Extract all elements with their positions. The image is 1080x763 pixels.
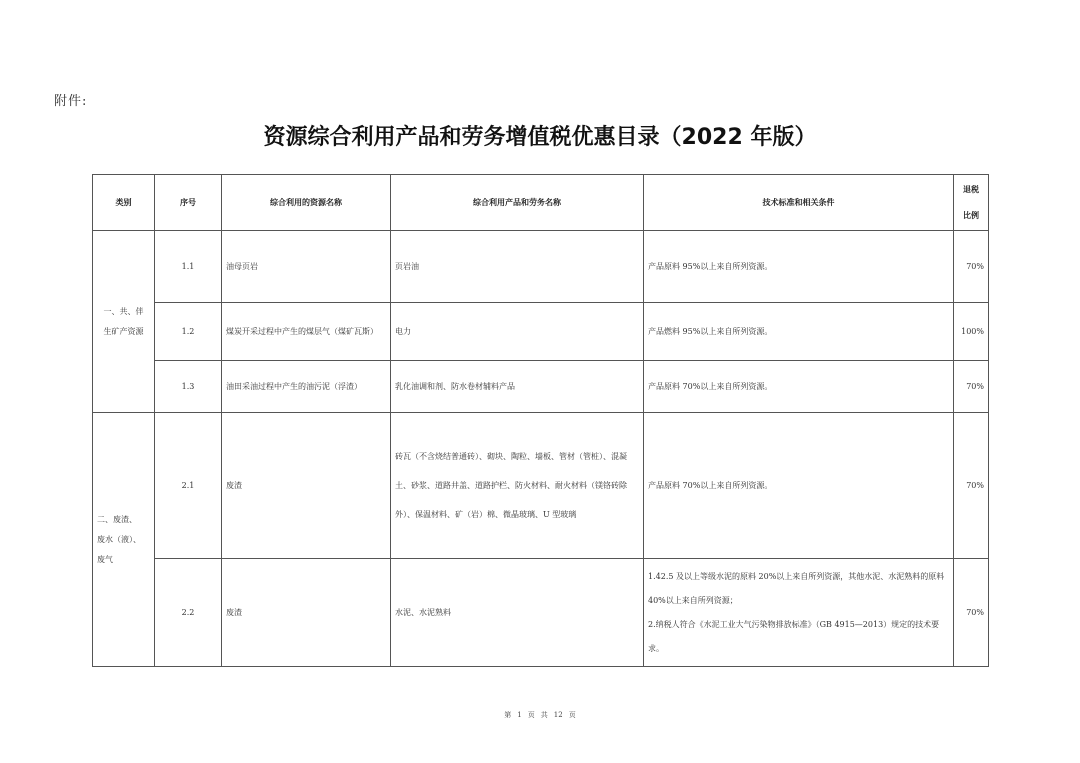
footer-total: 12	[553, 711, 563, 719]
seq-cell: 1.3	[155, 361, 222, 413]
table-row	[93, 303, 989, 361]
category-line: 二、废渣、	[97, 514, 137, 524]
standard-cell: 产品原料 70%以上来自所列资源。	[644, 361, 954, 413]
resource-cell: 油田采油过程中产生的油污泥（浮渣）	[222, 361, 391, 413]
category-line: 废气	[97, 554, 113, 564]
header-refund-line2: 比例	[963, 210, 979, 220]
refund-cell: 70%	[954, 231, 989, 303]
footer-page: 1	[517, 711, 522, 719]
resource-cell: 煤炭开采过程中产生的煤层气（煤矿瓦斯）	[222, 303, 391, 361]
standard-line: 1.42.5 及以上等级水泥的原料 20%以上来自所列资源，其他水泥、水泥熟料的原料 40%以上来自所列资源；	[648, 571, 945, 605]
standard-cell: 产品燃料 95%以上来自所列资源。	[644, 303, 954, 361]
product-cell: 页岩油	[391, 231, 644, 303]
footer-total-prefix: 共	[540, 711, 548, 719]
table-row	[93, 361, 989, 413]
table-row	[93, 413, 989, 559]
table-row	[93, 231, 989, 303]
product-cell: 砖瓦（不含烧结普通砖）、砌块、陶粒、墙板、管材（管桩）、混凝土、砂浆、道路井盖、道路护栏、防火材料、耐火材料（镁铬砖除外）、保温材料、矿（岩）棉、微晶玻璃、U 型玻璃	[391, 413, 644, 559]
product-cell: 水泥、水泥熟料	[391, 559, 644, 667]
standard-cell: 产品原料 95%以上来自所列资源。	[644, 231, 954, 303]
seq-cell: 1.2	[155, 303, 222, 361]
header-product: 综合利用产品和劳务名称	[391, 175, 644, 231]
refund-cell: 70%	[954, 361, 989, 413]
category-line: 废水（液）、	[97, 534, 141, 544]
standard-line: 2.纳税人符合《水泥工业大气污染物排放标准》（GB 4915—2013）规定的技术要求。	[648, 619, 940, 653]
seq-cell: 1.1	[155, 231, 222, 303]
header-refund	[954, 175, 989, 231]
category-line: 一、共、伴	[103, 306, 144, 316]
product-cell: 电力	[391, 303, 644, 361]
seq-cell: 2.1	[155, 413, 222, 559]
standard-cell: 产品原料 70%以上来自所列资源。	[644, 413, 954, 559]
resource-cell: 废渣	[222, 413, 391, 559]
resource-cell: 油母页岩	[222, 231, 391, 303]
header-standard: 技术标准和相关条件	[644, 175, 954, 231]
category-line: 生矿产资源	[103, 326, 144, 336]
category-cell	[93, 413, 155, 667]
header-resource: 综合利用的资源名称	[222, 175, 391, 231]
footer-page-unit: 页	[527, 711, 535, 719]
header-seq: 序号	[155, 175, 222, 231]
refund-cell: 100%	[954, 303, 989, 361]
footer-total-unit: 页	[568, 711, 576, 719]
header-refund-line1: 退税	[963, 184, 979, 194]
product-cell: 乳化油调和剂、防水卷材辅料产品	[391, 361, 644, 413]
refund-cell: 70%	[954, 413, 989, 559]
header-category: 类别	[93, 175, 155, 231]
table-row	[93, 559, 989, 667]
standard-cell	[644, 559, 954, 667]
page-footer	[0, 710, 1080, 720]
footer-prefix: 第	[504, 711, 512, 719]
refund-cell: 70%	[954, 559, 989, 667]
catalog-table	[92, 174, 989, 667]
document-title: 资源综合利用产品和劳务增值税优惠目录（2022 年版）	[263, 125, 817, 150]
attachment-label: 附件:	[54, 94, 88, 109]
category-cell	[93, 231, 155, 413]
seq-cell: 2.2	[155, 559, 222, 667]
header-row	[93, 175, 989, 231]
resource-cell: 废渣	[222, 559, 391, 667]
